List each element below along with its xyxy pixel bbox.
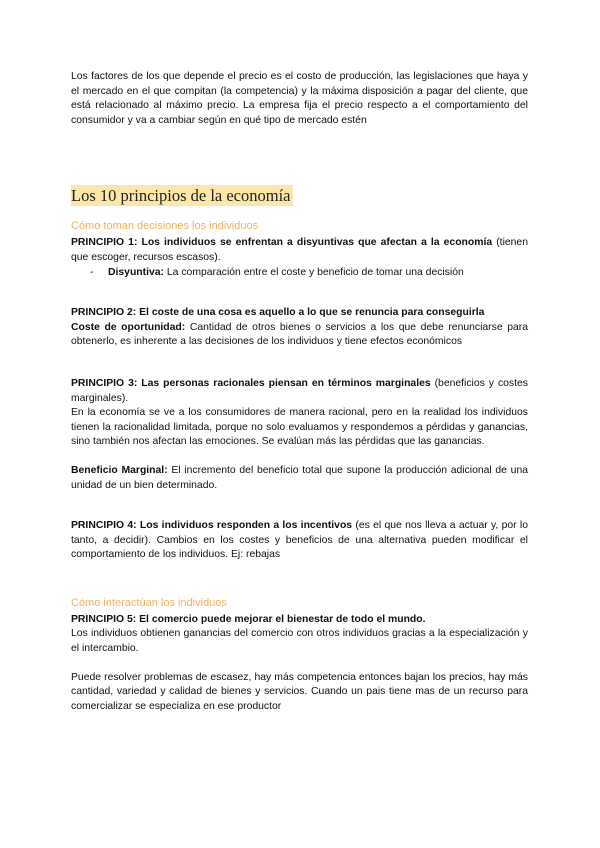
- section-2-title: Cómo interactúan los individuos: [71, 596, 227, 609]
- principle-5-title-line: [71, 613, 528, 628]
- section-1-title: Cómo toman decisiones los individuos: [71, 220, 259, 233]
- principle-2-title: PRINCIPIO 2: El coste de una cosa es aquello a lo que se renuncia para conseguirla: [71, 307, 485, 319]
- principle-2-title-line: [71, 306, 528, 321]
- intro-paragraph: Los factores de los que depende el precio es el costo de producción, las legislaciones que haya y el mercado en el que compitan (la competencia) y la máxima disposición a pagar del cliente, que está relacionado al máximo precio. La empresa fija el precio respecto a el comportamiento del consumidor y va a cambiar según en qué tipo de mercado estén: [71, 71, 528, 126]
- principle-4-text: (es el que nos lleva a actuar y, por lo tanto, a decidir). Cambios en los costes y beneficios de una alternativa pueden modificar el comportamiento de los individuos. Ej: rebajas: [71, 520, 528, 561]
- bullet-dash: -: [90, 266, 94, 278]
- principle-4: [71, 519, 528, 563]
- principle-3-text: (beneficios y costes marginales).: [71, 377, 528, 404]
- principle-3-definition: [71, 464, 528, 493]
- main-heading-wrap: [71, 185, 528, 206]
- principle-4-title: PRINCIPIO 4: Los individuos responden a los incentivos: [71, 520, 353, 532]
- principle-3-def-text: El incremento del beneficio total que supone la producción adicional de una unidad de un bien determinado.: [71, 464, 528, 491]
- principle-2-definition: [71, 321, 528, 350]
- bullet-text: La comparación entre el coste y beneficio de tomar una decisión: [164, 266, 464, 278]
- document-page: [71, 70, 528, 714]
- bullet-term: Disyuntiva:: [108, 266, 165, 278]
- principle-3-body: En la economía se ve a los consumidores de manera racional, pero en la realidad los individuos tienen la racionalidad limitada, porque no solo evaluamos y respondemos a pérdidas y ganancias, sino también nos afectan las emociones. Se evalúan más las pérdidas que las ganancias.: [71, 407, 528, 448]
- principle-1: [71, 236, 528, 265]
- principle-2-def-text: Cantidad de otros bienes o servicios a los que debe renunciarse para obtenerlo, es inherente a las decisiones de los individuos y tiene efectos económicos: [71, 321, 529, 348]
- principle-5-title: PRINCIPIO 5: El comercio puede mejorar el bienestar de todo el mundo.: [71, 613, 426, 625]
- principle-5-body-2: Puede resolver problemas de escasez, hay más competencia entonces bajan los precios, hay más cantidad, variedad y calidad de bienes y servicios. Cuando un pais tiene mas de un recurso para comercializar se especializa en ese productor: [71, 671, 528, 712]
- principle-1-title: PRINCIPIO 1: Los individuos se enfrentan a disyuntivas que afectan a la economía: [71, 237, 493, 249]
- principle-3: [71, 377, 528, 406]
- principle-3-term: Beneficio Marginal:: [71, 464, 168, 476]
- principle-2-term: Coste de oportunidad:: [71, 321, 186, 333]
- main-heading: Los 10 principios de la economía: [71, 186, 291, 206]
- bullet-disyuntiva: [71, 266, 528, 281]
- principle-1-text: (tienen que escoger, recursos escasos).: [71, 237, 528, 263]
- principle-3-title: PRINCIPIO 3: Las personas racionales piensan en términos marginales: [71, 377, 431, 389]
- principle-5-body: Los individuos obtienen ganancias del comercio con otros individuos gracias a la especialización y el intercambio.: [71, 628, 528, 655]
